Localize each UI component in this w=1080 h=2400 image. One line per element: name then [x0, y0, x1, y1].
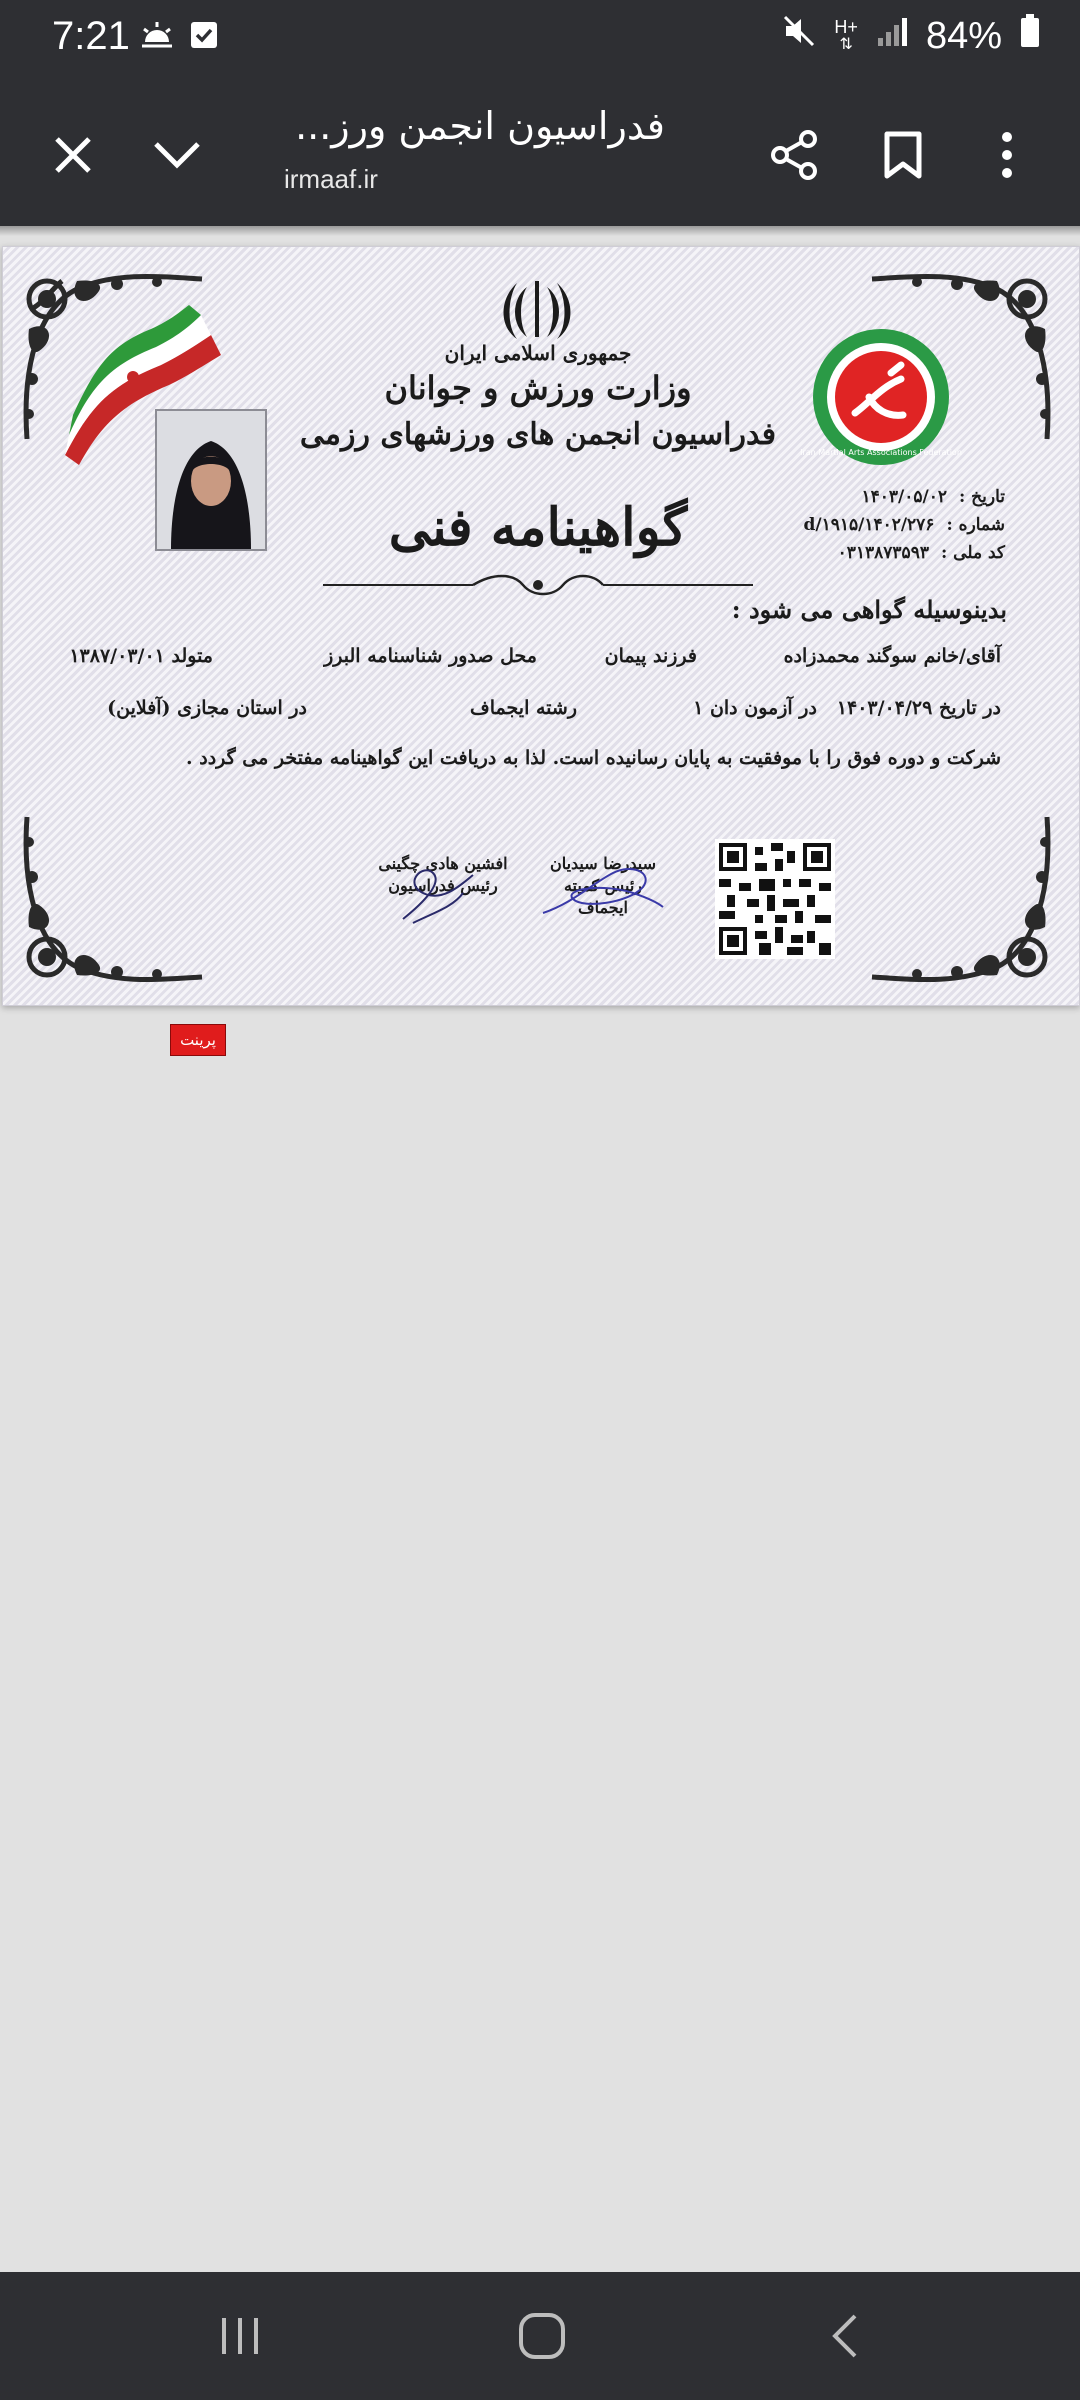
person-label: آقای/خانم: [923, 645, 1001, 667]
certificate-title: گواهینامه فنی: [388, 497, 688, 558]
mute-icon: [782, 14, 816, 58]
battery-icon: [1020, 14, 1040, 58]
battery-text: 84%: [925, 14, 1002, 57]
birthplace-label: محل صدور شناسنامه: [367, 645, 537, 667]
nav-bar: [0, 2272, 1080, 2400]
browser-toolbar: [0, 84, 1080, 226]
province-label: در استان: [236, 697, 307, 719]
signer2-role: رئیس فدراسیون: [388, 876, 498, 895]
certificate-image: [2, 246, 1080, 1006]
iran-emblem-icon: [497, 277, 577, 341]
signer2-name: افشین هادی چگینی: [378, 854, 508, 873]
signer1-org: ایجماف: [578, 898, 628, 917]
signer1-role: رئیس کمیته: [563, 876, 643, 895]
logo-text: Iran Martial Arts Associations Federation: [800, 448, 962, 457]
field-field: [470, 697, 577, 719]
home-icon[interactable]: [502, 2306, 582, 2366]
print-button[interactable]: پرینت: [170, 1024, 226, 1056]
back-icon[interactable]: [804, 2306, 884, 2366]
qr-code: [715, 839, 835, 959]
father-label: فرزند: [652, 645, 697, 667]
date-value: ۱۴۰۳/۰۵/۰۲: [861, 487, 947, 507]
signature2-icon: [363, 863, 523, 933]
exam-date-field: [693, 697, 1001, 719]
corner-ornament-icon: [17, 807, 207, 987]
signer1-block: [533, 853, 673, 919]
national-code-value: ۰۳۱۳۸۷۳۵۹۳: [837, 543, 929, 563]
exam-date-label: در تاریخ: [938, 697, 1001, 719]
number-label: شماره :: [946, 515, 1005, 535]
data-hplus-icon: H+ ⇅: [834, 17, 858, 53]
share-icon[interactable]: [758, 118, 832, 192]
national-code-label: کد ملی :: [940, 543, 1005, 563]
province-value: مجازی (آفلاین): [107, 697, 230, 719]
chevron-down-icon[interactable]: [140, 118, 214, 192]
date-row: [862, 487, 1006, 507]
toolbar-shadow: [0, 226, 1080, 236]
status-time: 7:21: [52, 14, 130, 58]
signer1-name: سیدرضا سیدیان: [549, 854, 657, 873]
exam-value: دان ۱: [693, 697, 738, 719]
recent-apps-icon[interactable]: [200, 2306, 280, 2366]
father-field: [605, 645, 697, 667]
field-value: ایجماف: [470, 697, 530, 719]
header-ministry: وزارت ورزش و جوانان: [384, 369, 692, 407]
signal-icon: [876, 15, 908, 58]
person-field: [784, 645, 1001, 667]
signer2-block: [363, 853, 523, 897]
status-bar: [0, 0, 1080, 84]
signature1-icon: [533, 863, 673, 933]
person-value: سوگند محمدزاده: [783, 645, 917, 667]
header-federation: فدراسیون انجمن های ورزشهای رزمی: [299, 417, 777, 452]
born-value: ۱۳۸۷/۰۳/۰۱: [69, 645, 165, 667]
page-title[interactable]: فدراسیون انجمن ورز...: [295, 104, 665, 148]
federation-logo-icon: [800, 327, 962, 467]
corner-ornament-icon: [867, 807, 1057, 987]
national-code-row: [838, 543, 1005, 563]
certificate-intro: بدینوسیله گواهی می شود :: [731, 595, 1007, 624]
province-field: [107, 697, 307, 719]
number-value: ۱۴۰۲/۲۷۶/d/۱۹۱۵: [803, 515, 935, 535]
closing-text: شرکت و دوره فوق را با موفقیت به پایان رسانیده است. لذا به دریافت این گواهینامه مفتخر می گردد .: [186, 747, 1001, 769]
header-republic: جمهوری اسلامی ایران: [444, 341, 632, 365]
exam-date-value: ۱۴۰۳/۰۴/۲۹: [836, 697, 933, 719]
sunrise-icon: [140, 20, 174, 54]
birthplace-field: [324, 645, 537, 667]
bookmark-icon[interactable]: [866, 118, 940, 192]
avatar: [155, 409, 267, 551]
title-divider-icon: [323, 573, 753, 597]
field-label: رشته: [535, 697, 577, 719]
born-field: [69, 645, 213, 667]
more-vert-icon[interactable]: [970, 118, 1044, 192]
checkbox-icon: [190, 21, 218, 53]
date-label: تاریخ :: [958, 487, 1005, 507]
birthplace-value: البرز: [324, 645, 361, 667]
father-value: پیمان: [604, 645, 647, 667]
data-label: H+: [834, 17, 858, 37]
number-row: [803, 515, 1005, 535]
page-url[interactable]: irmaaf.ir: [284, 164, 378, 194]
exam-label: در آزمون: [744, 697, 817, 719]
born-label: متولد: [171, 645, 213, 667]
close-icon[interactable]: [36, 118, 110, 192]
